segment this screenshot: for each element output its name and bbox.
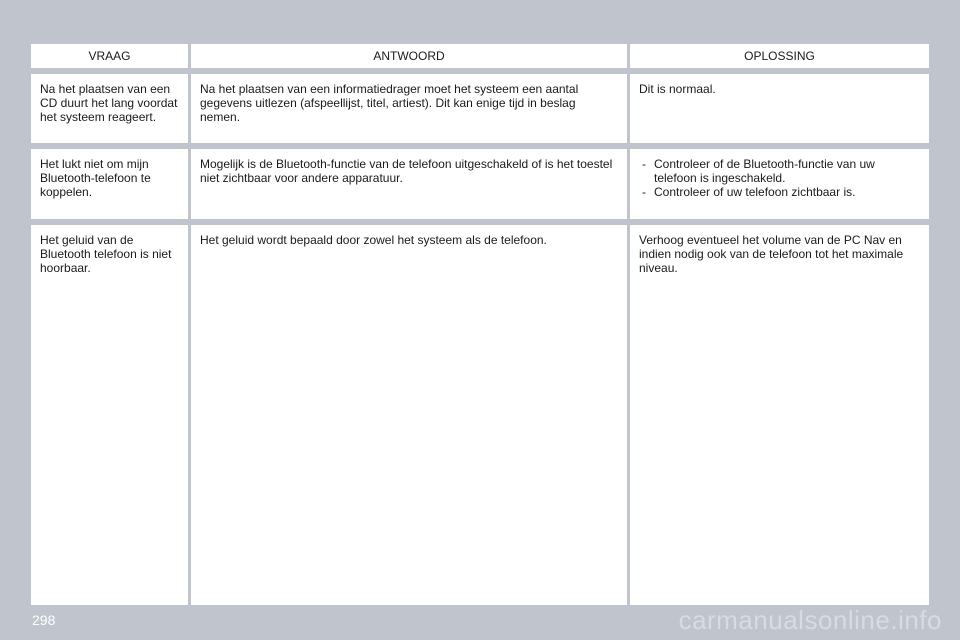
solution-cell: Dit is normaal. [630, 74, 929, 143]
table-header-row [31, 44, 929, 68]
answer-cell: Het geluid wordt bepaald door zowel het systeem als de telefoon. [191, 225, 627, 605]
solution-list-item: - Controleer of de Bluetooth-functie van uw telefoon is ingeschakeld. [639, 157, 920, 185]
question-cell: Het lukt niet om mijn Bluetooth-telefoon te koppelen. [31, 149, 188, 219]
question-cell: Het geluid van de Bluetooth telefoon is niet hoorbaar. [31, 225, 188, 605]
watermark: carmanualsonline.info [678, 605, 942, 635]
header-question: VRAAG [31, 44, 188, 68]
faq-table [31, 44, 929, 611]
answer-cell: Mogelijk is de Bluetooth-functie van de telefoon uitgeschakeld of is het toestel niet zichtbaar voor andere apparatuur. [191, 149, 627, 219]
table-row [31, 74, 929, 143]
page-number: 298 [32, 612, 56, 628]
answer-cell: Na het plaatsen van een informatiedrager moet het systeem een aantal gegevens uitlezen (afspeellijst, titel, artiest). Dit kan enige tijd in beslag nemen. [191, 74, 627, 143]
header-solution: OPLOSSING [630, 44, 929, 68]
header-answer: ANTWOORD [191, 44, 627, 68]
solution-cell: Verhoog eventueel het volume van de PC Nav en indien nodig ook van de telefoon tot het maximale niveau. [630, 225, 929, 605]
question-cell: Na het plaatsen van een CD duurt het lang voordat het systeem reageert. [31, 74, 188, 143]
solution-list [639, 157, 920, 199]
table-row [31, 149, 929, 219]
table-row [31, 225, 929, 605]
solution-cell [630, 149, 929, 219]
solution-list-item: - Controleer of uw telefoon zichtbaar is. [639, 185, 920, 199]
